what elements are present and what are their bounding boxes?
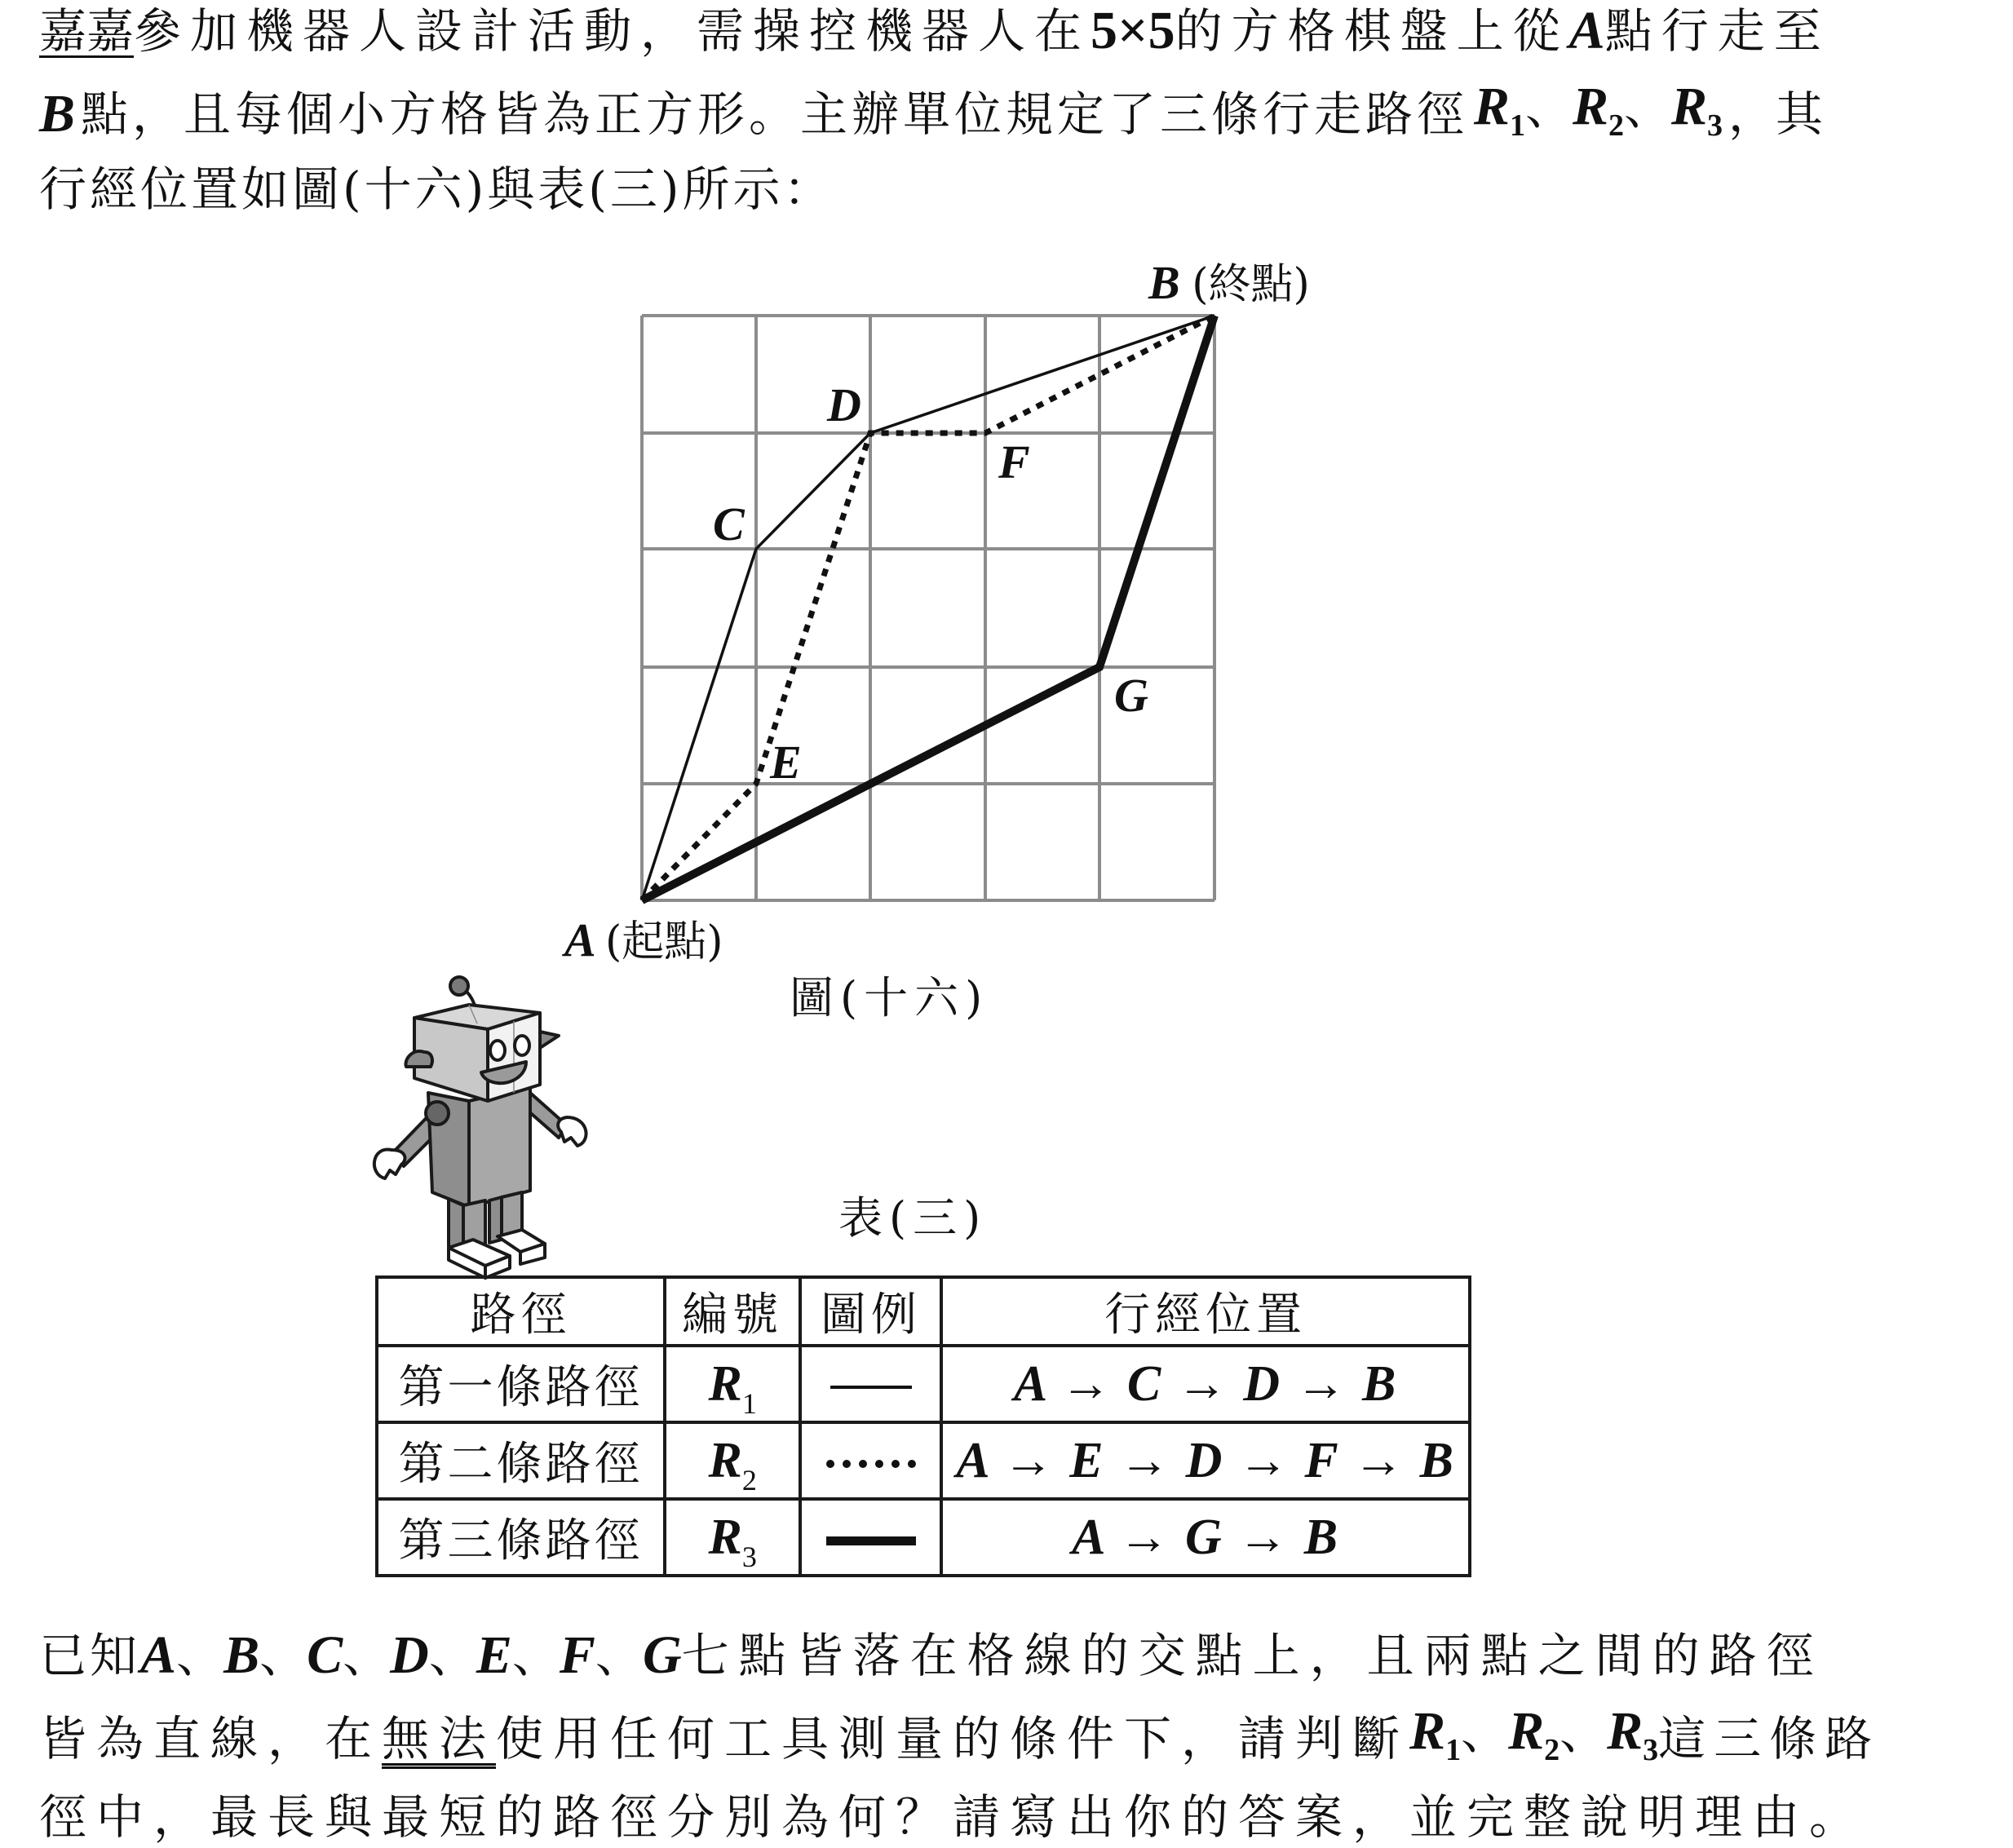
table-caption: 表(三) (838, 1192, 988, 1244)
header-id: 編號 (665, 1277, 801, 1346)
header-path: 路徑 (377, 1277, 665, 1346)
route-id: $R_2$ (665, 1422, 801, 1499)
table-row (377, 1499, 1470, 1576)
legend-dotted (800, 1422, 941, 1499)
intro-text: 行經位置如圖(十六)與表(三)所示： (39, 161, 834, 217)
route-ids: R1、R2、R3 (1409, 1701, 1659, 1767)
path-r2 (642, 316, 1214, 900)
route-ids: R1、R2、R3 (1473, 77, 1723, 143)
point-b: B (39, 84, 76, 144)
point-c-label: C (713, 497, 745, 550)
intro-text: 的方格棋盤上從 (1175, 3, 1569, 59)
header-route: 行經位置 (941, 1277, 1470, 1346)
table-header-row (377, 1277, 1470, 1346)
legend-thick-solid (800, 1499, 941, 1576)
path-name: 第一條路徑 (377, 1346, 665, 1422)
figure-caption: 圖(十六) (790, 972, 989, 1023)
path-name: 第二條路徑 (377, 1422, 665, 1499)
table-row (377, 1422, 1470, 1499)
point-a-label: A (起點) (564, 913, 723, 966)
intro-text: 點行走至 (1604, 3, 1830, 59)
table-row (377, 1346, 1470, 1422)
point-b-label: B (終點) (1148, 256, 1310, 309)
route-sequence: A → C → D → B (941, 1346, 1470, 1422)
question-line-1: 已知 A 、 B 、 C 、 D 、 E 、 F 、 G 七點皆落在格線的交點上，且兩點之間的路徑 (39, 1625, 1824, 1685)
question-line-2: 皆為直線，在無法使用任何工具測量的條件下，請判斷 R1、R2、R3 這三條路 (39, 1701, 1881, 1767)
thin-line-icon (830, 1386, 912, 1389)
question-line-3: 徑中，最長與最短的路徑分別為何？請寫出你的答案，並完整說明理由。 (39, 1789, 1867, 1845)
route-id: $R_1$ (665, 1346, 801, 1422)
dotted-line-icon (826, 1460, 916, 1468)
path-name: 第三條路徑 (377, 1499, 665, 1576)
emphasis-no-tools: 無法 (382, 1711, 497, 1766)
point-list-a: A (140, 1625, 177, 1685)
header-legend: 圖例 (800, 1277, 941, 1346)
route-sequence: A → G → B (941, 1499, 1470, 1576)
route-sequence: A → E → D → F → B (941, 1422, 1470, 1499)
intro-text: 點，且每個小方格皆為正方形。主辦單位規定了三條行走路徑 (80, 86, 1468, 142)
intro-text: 參加機器人設計活動，需操控機器人在 (134, 3, 1091, 59)
grid-size: 5×5 (1091, 1, 1175, 60)
routes-table (375, 1275, 1471, 1577)
point-a: A (1568, 1, 1605, 60)
point-d-label: D (827, 378, 861, 431)
robot-illustration (367, 970, 612, 1280)
intro-text: ，其 (1728, 86, 1823, 142)
legend-thin-solid (800, 1346, 941, 1422)
point-g-label: G (1114, 669, 1148, 722)
point-e-label: E (770, 736, 802, 789)
person-name: 嘉嘉 (39, 3, 135, 59)
thick-line-icon (826, 1536, 916, 1545)
route-id: $R_3$ (665, 1499, 801, 1576)
point-f-label: F (998, 435, 1030, 489)
